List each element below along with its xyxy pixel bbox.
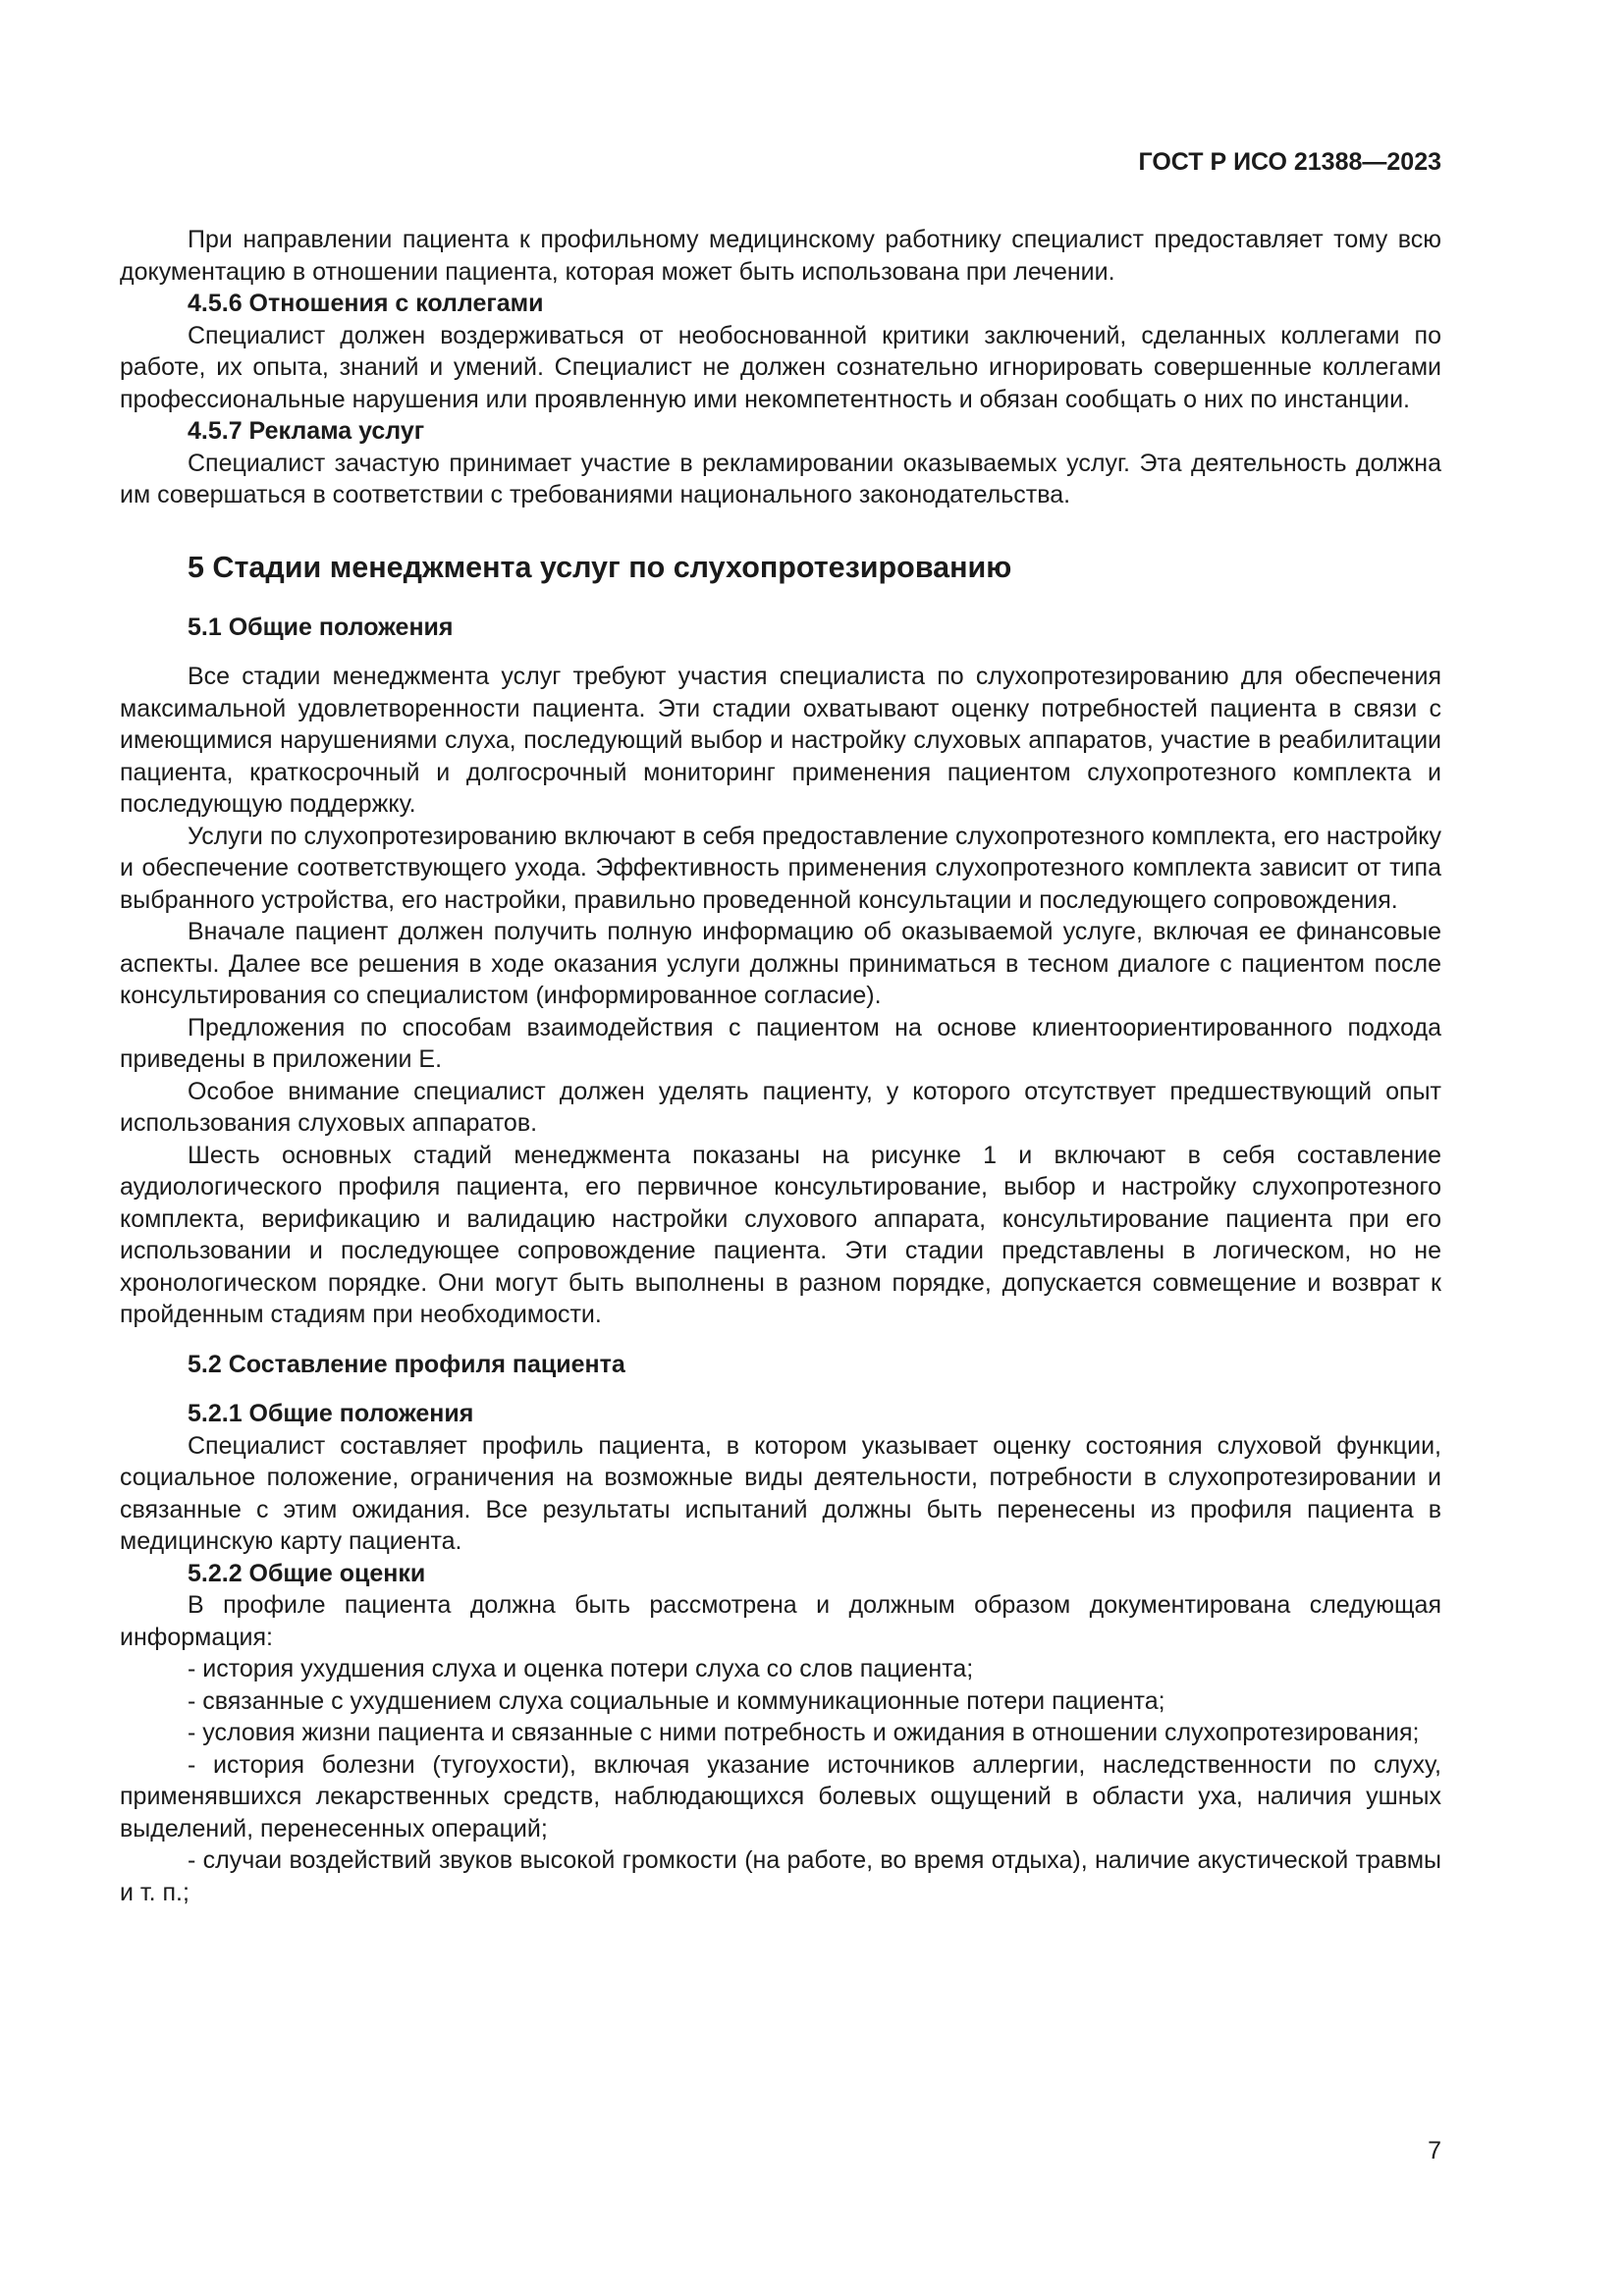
list-item: - история ухудшения слуха и оценка потери слуха со слов пациента; (188, 1655, 974, 1682)
section-5-1-paragraph: Все стадии менеджмента услуг требуют участия специалиста по слухопротезированию для обеспечения максимальной удовлетворенности пациента. Эти стадии охватывают оценку потребностей пациента в связи с имеющимися нарушениями слуха, последующий выбор и настройку слуховых аппаратов, участие в реабилитации пациента, краткосрочный и долгосрочный мониторинг применения пациентом слухопротезного комплекта и последующую поддержку. (120, 663, 1441, 818)
section-5-1-paragraph: Предложения по способам взаимодействия с пациентом на основе клиентоориентированного подхода приведены в приложении Е. (120, 1013, 1441, 1073)
section-4-5-7-heading: 4.5.7 Реклама услуг (188, 417, 425, 445)
standard-header: ГОСТ Р ИСО 21388—2023 (1138, 148, 1441, 176)
section-5-2-2-heading: 5.2.2 Общие оценки (188, 1559, 426, 1587)
section-5-1-paragraph: Шесть основных стадий менеджмента показаны на рисунке 1 и включают в себя составление аудиологического профиля пациента, его первичное консультирование, выбор и настройку слухопротезного комплекта, верификацию и валидацию настройки слухового аппарата, консультирование пациента при его использовании и последующее сопровождение пациента. Эти стадии представлены в логическом, но не хронологическом порядке. Они могут быть выполнены в разном порядке, допускается совмещение и возврат к пройденным стадиям при необходимости. (120, 1141, 1441, 1328)
section-5-1-paragraph: Особое внимание специалист должен уделять пациенту, у которого отсутствует предшествующий опыт использования слуховых аппаратов. (120, 1077, 1441, 1137)
section-5-1-heading: 5.1 Общие положения (188, 613, 454, 641)
intro-paragraph: При направлении пациента к профильному медицинскому работнику специалист предоставляет тому всю документацию в отношении пациента, которая может быть использована при лечении. (120, 226, 1441, 286)
list-item: - условия жизни пациента и связанные с ними потребность и ожидания в отношении слухопротезирования; (188, 1719, 1420, 1746)
page-number: 7 (1428, 2137, 1441, 2164)
section-5-2-2-text: В профиле пациента должна быть рассмотрена и должным образом документирована следующая информация: (120, 1591, 1441, 1651)
section-5-2-heading: 5.2 Составление профиля пациента (188, 1350, 625, 1378)
section-5-2-1-heading: 5.2.1 Общие положения (188, 1400, 474, 1427)
list-item: - связанные с ухудшением слуха социальные и коммуникационные потери пациента; (188, 1686, 1165, 1715)
section-5-2-1-text: Специалист составляет профиль пациента, в котором указывает оценку состояния слуховой функции, социальное положение, ограничения на возможные виды деятельности, потребности в слухопротезировании и связанные с этим ожидания. Все результаты испытаний должны быть перенесены из профиля пациента в медицинскую карту пациента. (120, 1431, 1441, 1555)
section-5-1-paragraph: Услуги по слухопротезированию включают в себя предоставление слухопротезного комплекта, его настройку и обеспечение соответствующего ухода. Эффективность применения слухопротезного комплекта зависит от типа выбранного устройства, его настройки, правильно проведенной консультации и последующего сопровождения. (120, 822, 1441, 914)
section-5-heading: 5 Стадии менеджмента услуг по слухопротезированию (188, 550, 1012, 584)
section-4-5-6-heading: 4.5.6 Отношения с коллегами (188, 290, 544, 317)
section-4-5-6-text: Специалист должен воздерживаться от необоснованной критики заключений, сделанных коллегами по работе, их опыта, знаний и умений. Специалист не должен сознательно игнорировать совершенные коллегами профессиональные нарушения или проявленную ими некомпетентность и обязан сообщать о них по инстанции. (120, 321, 1441, 413)
list-item: - случаи воздействий звуков высокой громкости (на работе, во время отдыха), наличие акустической травмы и т. п.; (120, 1846, 1441, 1906)
page-content (120, 224, 1441, 1908)
list-item: - история болезни (тугоухости), включая указание источников аллергии, наследственности по слуху, применявшихся лекарственных средств, наблюдающихся болевых ощущений в области уха, наличия ушных выделений, перенесенных операций; (120, 1750, 1441, 1842)
section-4-5-7-text: Специалист зачастую принимает участие в рекламировании оказываемых услуг. Эта деятельность должна им совершаться в соответствии с требованиями национального законодательства. (120, 449, 1441, 508)
section-5-1-paragraph: Вначале пациент должен получить полную информацию об оказываемой услуге, включая ее финансовые аспекты. Далее все решения в ходе оказания услуги должны приниматься в тесном диалоге с пациентом после консультирования со специалистом (информированное согласие). (120, 918, 1441, 1009)
